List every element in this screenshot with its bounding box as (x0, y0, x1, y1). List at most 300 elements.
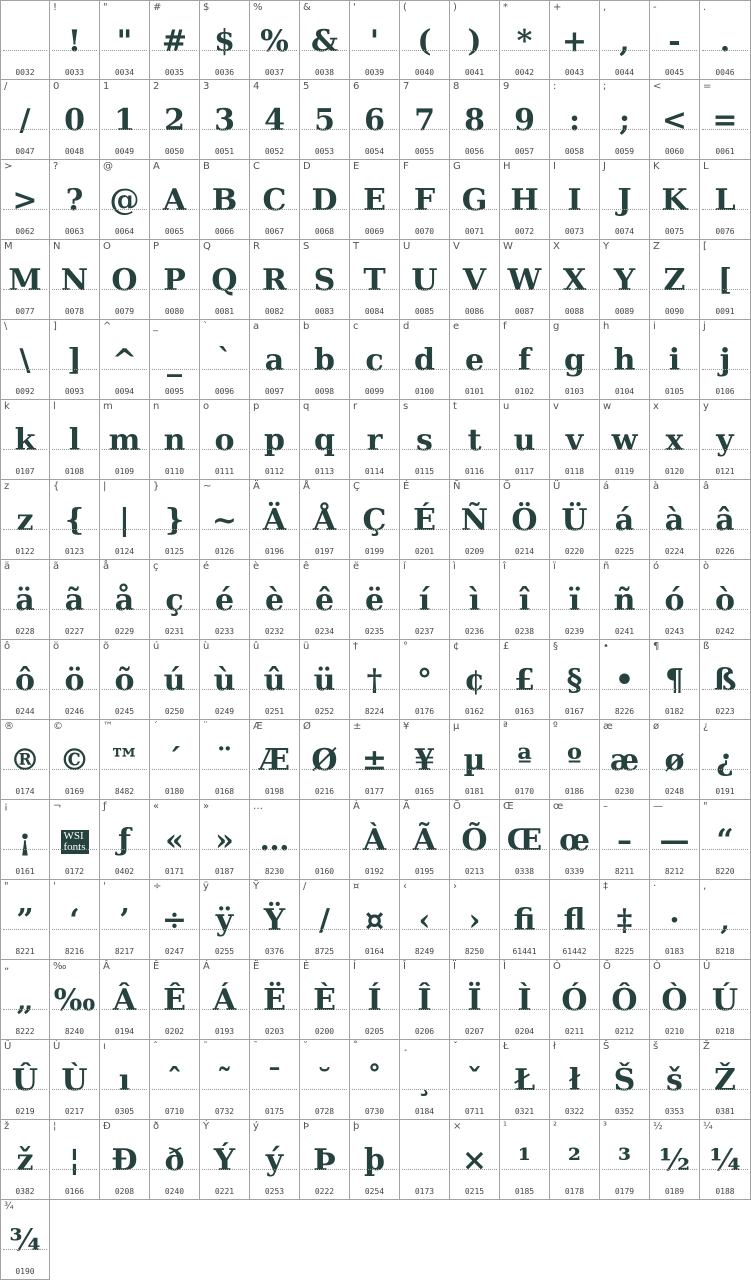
glyph-label: Æ (253, 721, 263, 732)
glyph-sample: w (611, 423, 638, 458)
glyph-label: Ê (153, 961, 160, 972)
glyph-cell (150, 1120, 200, 1200)
glyph-cell (400, 800, 450, 880)
baseline-guide (452, 529, 497, 530)
glyph-code: 0231 (164, 627, 185, 636)
glyph-cell (100, 880, 150, 960)
glyph-label: t (453, 401, 457, 412)
glyph-code: 0112 (264, 467, 285, 476)
glyph-cell (450, 1040, 500, 1120)
glyph-sample: â (715, 503, 735, 538)
glyph-label: . (703, 2, 707, 13)
glyph-cell (650, 160, 700, 240)
glyph-cell (550, 880, 600, 960)
baseline-guide (702, 1089, 748, 1090)
glyph-sample: Å (312, 503, 337, 538)
glyph-sample: : (568, 103, 581, 138)
baseline-guide (52, 529, 97, 530)
baseline-guide (702, 529, 748, 530)
baseline-guide (152, 369, 197, 370)
glyph-cell (200, 480, 250, 560)
baseline-guide (552, 929, 597, 930)
glyph-label: À (353, 801, 360, 812)
glyph-label: ´ (153, 721, 158, 732)
glyph-label: c (353, 321, 359, 332)
glyph-cell (150, 160, 200, 240)
glyph-label: Ò (653, 961, 661, 972)
glyph-label: - (653, 2, 657, 13)
baseline-guide (552, 289, 597, 290)
glyph-code: 0089 (614, 307, 635, 316)
glyph-code: 0187 (214, 867, 235, 876)
glyph-label: s (403, 401, 409, 412)
glyph-code: 0051 (214, 147, 235, 156)
glyph-code: 0037 (264, 68, 285, 77)
baseline-guide (602, 529, 647, 530)
glyph-sample: ' (369, 24, 380, 59)
glyph-sample: q (314, 423, 335, 458)
glyph-sample: ~ (211, 503, 238, 538)
glyph-code: 0073 (564, 227, 585, 236)
glyph-code: 0084 (364, 307, 385, 316)
baseline-guide (402, 449, 447, 450)
baseline-guide (702, 1169, 748, 1170)
glyph-cell (150, 720, 200, 800)
glyph-cell (150, 400, 200, 480)
glyph-label: ý (253, 1121, 259, 1132)
glyph-cell (450, 880, 500, 960)
glyph-cell (200, 1040, 250, 1120)
glyph-sample: * (516, 24, 533, 59)
glyph-label: Q (203, 241, 211, 252)
baseline-guide (402, 529, 447, 530)
glyph-cell (450, 320, 500, 400)
glyph-cell (200, 880, 250, 960)
glyph-label: Î (403, 961, 406, 972)
glyph-code: 0048 (64, 147, 85, 156)
glyph-label: ³ (603, 1121, 608, 1132)
glyph-cell (550, 0, 600, 80)
baseline-guide (3, 129, 47, 130)
glyph-code: 0062 (15, 227, 35, 236)
glyph-sample: ; (618, 103, 631, 138)
glyph-label: l (53, 401, 56, 412)
glyph-label: å (103, 561, 110, 572)
glyph-cell (50, 560, 100, 640)
glyph-code: 0728 (314, 1107, 335, 1116)
glyph-label: – (603, 801, 608, 812)
baseline-guide (552, 609, 597, 610)
glyph-cell (500, 320, 550, 400)
glyph-cell (350, 960, 400, 1040)
glyph-label: ê (303, 561, 310, 572)
glyph-sample: @ (109, 183, 140, 218)
glyph-sample: 4 (264, 103, 285, 138)
glyph-code: 0036 (214, 68, 235, 77)
baseline-guide (152, 529, 197, 530)
baseline-guide (652, 1009, 697, 1010)
glyph-code: 0038 (314, 68, 335, 77)
glyph-sample: , (619, 24, 630, 59)
glyph-code: 0252 (314, 707, 335, 716)
glyph-code: 0185 (514, 1187, 535, 1196)
glyph-sample: Ò (661, 983, 688, 1018)
baseline-guide (652, 1169, 697, 1170)
glyph-code: 0103 (564, 387, 585, 396)
baseline-guide (302, 689, 347, 690)
glyph-code: 0194 (114, 1027, 135, 1036)
glyph-sample (400, 1134, 449, 1180)
glyph-label: Å (303, 481, 310, 492)
glyph-sample: ˆ (167, 1063, 182, 1098)
glyph-sample: ∕ (319, 903, 330, 938)
glyph-cell (50, 1120, 100, 1200)
glyph-sample: } (164, 503, 185, 538)
baseline-guide (3, 769, 47, 770)
glyph-cell (200, 560, 250, 640)
glyph-code: 0083 (314, 307, 335, 316)
glyph-label: > (4, 161, 13, 172)
glyph-cell (700, 320, 751, 400)
glyph-label: y (703, 401, 709, 412)
glyph-cell (0, 1120, 50, 1200)
baseline-guide (52, 1089, 97, 1090)
glyph-code: 8225 (614, 947, 635, 956)
baseline-guide (302, 50, 347, 51)
glyph-sample: ° (417, 663, 432, 698)
baseline-guide (602, 1009, 647, 1010)
glyph-label: { (53, 481, 60, 492)
glyph-label: Ì (503, 961, 506, 972)
glyph-code: 0223 (715, 707, 735, 716)
glyph-code: 0126 (214, 547, 235, 556)
baseline-guide (452, 1169, 497, 1170)
glyph-sample: ł (568, 1063, 581, 1098)
glyph-label: ° (403, 641, 408, 652)
glyph-label: ó (653, 561, 660, 572)
glyph-cell (50, 480, 100, 560)
baseline-guide (452, 929, 497, 930)
glyph-label: 2 (153, 81, 160, 92)
baseline-guide (302, 129, 347, 130)
glyph-sample: v (565, 423, 584, 458)
glyph-cell (350, 720, 400, 800)
glyph-label: à (653, 481, 660, 492)
glyph-code: 0160 (314, 867, 335, 876)
glyph-cell (50, 640, 100, 720)
glyph-code: 0402 (114, 867, 135, 876)
baseline-guide (352, 769, 397, 770)
glyph-code: 0305 (114, 1107, 135, 1116)
glyph-code: 0376 (264, 947, 285, 956)
glyph-label: x (653, 401, 659, 412)
glyph-sample: ¶ (664, 663, 685, 698)
glyph-label: ç (153, 561, 159, 572)
baseline-guide (352, 129, 397, 130)
baseline-guide (152, 289, 197, 290)
glyph-code: 0125 (164, 547, 185, 556)
baseline-guide (3, 1169, 47, 1170)
glyph-cell (500, 880, 550, 960)
glyph-label: # (153, 2, 162, 13)
baseline-guide (652, 929, 697, 930)
baseline-guide (552, 689, 597, 690)
glyph-sample: ê (314, 583, 335, 618)
glyph-sample: … (259, 823, 290, 858)
glyph-sample: ¾ (9, 1223, 41, 1258)
glyph-cell (650, 880, 700, 960)
glyph-cell (100, 240, 150, 320)
glyph-code: 0161 (15, 867, 35, 876)
glyph-code: 0104 (614, 387, 635, 396)
glyph-sample: b (314, 343, 335, 378)
glyph-cell (600, 720, 650, 800)
glyph-label: Ã (403, 801, 410, 812)
glyph-label: J (603, 161, 606, 172)
glyph-label: A (153, 161, 160, 172)
glyph-label: á (603, 481, 610, 492)
glyph-code: 0251 (264, 707, 285, 716)
baseline-guide (402, 129, 447, 130)
glyph-code: 0238 (514, 627, 535, 636)
glyph-sample: À (362, 823, 387, 858)
glyph-label: ø (653, 721, 660, 732)
glyph-cell (400, 320, 450, 400)
glyph-sample: É (413, 503, 436, 538)
glyph-sample: ] (67, 343, 82, 378)
glyph-cell (250, 960, 300, 1040)
baseline-guide (702, 50, 748, 51)
glyph-cell (300, 160, 350, 240)
glyph-cell (100, 320, 150, 400)
glyph-code: 0232 (264, 627, 285, 636)
baseline-guide (102, 609, 147, 610)
glyph-sample: ÷ (161, 903, 188, 938)
glyph-label: i (653, 321, 656, 332)
glyph-cell (250, 480, 300, 560)
glyph-code: 0100 (414, 387, 435, 396)
glyph-cell (200, 0, 250, 80)
glyph-code: 0097 (264, 387, 285, 396)
glyph-code: 0202 (164, 1027, 185, 1036)
glyph-label: Ô (603, 961, 611, 972)
baseline-guide (252, 50, 297, 51)
glyph-cell (500, 160, 550, 240)
glyph-sample: — (659, 823, 690, 858)
glyph-code: 0381 (715, 1107, 735, 1116)
glyph-code: 0106 (715, 387, 735, 396)
baseline-guide (52, 929, 97, 930)
glyph-label: S (303, 241, 310, 252)
glyph-cell (500, 560, 550, 640)
glyph-code: 0224 (664, 547, 685, 556)
baseline-guide (702, 369, 748, 370)
glyph-sample: = (712, 103, 738, 138)
glyph-sample: œ (559, 823, 590, 858)
baseline-guide (3, 609, 47, 610)
glyph-label: ² (553, 1121, 558, 1132)
glyph-label: / (4, 81, 8, 92)
glyph-cell (600, 0, 650, 80)
glyph-label: ¤ (353, 881, 360, 892)
glyph-code: 0193 (214, 1027, 235, 1036)
baseline-guide (702, 769, 748, 770)
baseline-guide (352, 609, 397, 610)
glyph-sample: ß (713, 663, 737, 698)
baseline-guide (3, 369, 47, 370)
glyph-label: ¾ (4, 1201, 14, 1212)
glyph-cell (450, 800, 500, 880)
baseline-guide (152, 1089, 197, 1090)
glyph-label: T (353, 241, 360, 252)
glyph-sample: u (513, 423, 536, 458)
glyph-sample: C (262, 183, 287, 218)
glyph-cell (150, 1040, 200, 1120)
baseline-guide (502, 289, 547, 290)
glyph-sample: Ã (412, 823, 437, 858)
glyph-sample: B (211, 183, 238, 218)
glyph-code: 0192 (364, 867, 385, 876)
glyph-cell (100, 1120, 150, 1200)
baseline-guide (202, 1009, 247, 1010)
glyph-code: 0711 (464, 1107, 485, 1116)
glyph-cell (500, 0, 550, 80)
glyph-code: 0229 (114, 627, 135, 636)
glyph-code: 0239 (564, 627, 585, 636)
glyph-code: 0060 (664, 147, 685, 156)
glyph-cell (550, 320, 600, 400)
glyph-cell (50, 960, 100, 1040)
glyph-label: — (653, 801, 663, 812)
glyph-cell (600, 880, 650, 960)
glyph-code: 0170 (514, 787, 535, 796)
glyph-sample: ð (164, 1143, 185, 1178)
baseline-guide (102, 1009, 147, 1010)
glyph-code: 0730 (364, 1107, 385, 1116)
glyph-sample: 8 (464, 103, 485, 138)
glyph-label: ¬ (53, 801, 62, 812)
glyph-code: 0221 (214, 1187, 235, 1196)
glyph-code: 0114 (364, 467, 385, 476)
baseline-guide (3, 929, 47, 930)
glyph-sample: ï (568, 583, 581, 618)
baseline-guide (152, 769, 197, 770)
glyph-sample: % (260, 24, 289, 59)
glyph-cell (500, 400, 550, 480)
baseline-guide (652, 50, 697, 51)
glyph-label: Í (353, 961, 356, 972)
glyph-cell (500, 80, 550, 160)
glyph-label: u (503, 401, 510, 412)
baseline-guide (452, 1089, 497, 1090)
baseline-guide (302, 209, 347, 210)
glyph-code: 8226 (614, 707, 635, 716)
glyph-code: 0216 (314, 787, 335, 796)
glyph-sample: ù (213, 663, 236, 698)
glyph-cell (700, 480, 751, 560)
glyph-label: * (503, 2, 508, 13)
glyph-cell (600, 1120, 650, 1200)
glyph-sample: Ł (513, 1063, 536, 1098)
glyph-sample: ú (163, 663, 186, 698)
glyph-code: 0208 (114, 1187, 135, 1196)
glyph-label: ™ (103, 721, 113, 732)
glyph-label: ù (203, 641, 210, 652)
glyph-cell (250, 560, 300, 640)
glyph-label: Ñ (453, 481, 461, 492)
baseline-guide (302, 449, 347, 450)
baseline-guide (652, 529, 697, 530)
glyph-cell (300, 800, 350, 880)
glyph-code: 0710 (164, 1107, 185, 1116)
glyph-cell (400, 640, 450, 720)
glyph-cell (650, 0, 700, 80)
glyph-sample: H (510, 183, 539, 218)
baseline-guide (52, 289, 97, 290)
glyph-sample: ª (517, 743, 532, 778)
glyph-cell (450, 960, 500, 1040)
glyph-cell (100, 560, 150, 640)
glyph-sample: í (418, 583, 431, 618)
baseline-guide (102, 369, 147, 370)
glyph-sample: Š (613, 1063, 636, 1098)
glyph-cell (50, 160, 100, 240)
glyph-cell (550, 400, 600, 480)
baseline-guide (302, 289, 347, 290)
glyph-code: 0087 (514, 307, 535, 316)
glyph-code: 0181 (464, 787, 485, 796)
glyph-sample: ^ (111, 343, 138, 378)
glyph-sample: õ (114, 663, 135, 698)
glyph-sample: D (311, 183, 338, 218)
glyph-sample: ô (14, 663, 35, 698)
glyph-code: 0184 (414, 1107, 435, 1116)
baseline-guide (3, 289, 47, 290)
glyph-code: 0052 (264, 147, 285, 156)
glyph-label: & (303, 2, 311, 13)
baseline-guide (452, 689, 497, 690)
baseline-guide (3, 449, 47, 450)
glyph-label: ^ (103, 321, 112, 332)
glyph-cell (450, 0, 500, 80)
glyph-code: 0168 (214, 787, 235, 796)
baseline-guide (202, 849, 247, 850)
glyph-label: Š (603, 1041, 610, 1052)
glyph-label: Ü (553, 481, 561, 492)
baseline-guide (552, 129, 597, 130)
glyph-code: 0233 (214, 627, 235, 636)
baseline-guide (452, 1009, 497, 1010)
baseline-guide (452, 129, 497, 130)
glyph-sample: ç (165, 583, 184, 618)
glyph-sample: Œ (506, 823, 543, 858)
glyph-label: ¦ (53, 1121, 57, 1132)
baseline-guide (52, 609, 97, 610)
glyph-code: 0215 (464, 1187, 485, 1196)
glyph-label: ‡ (603, 881, 608, 892)
glyph-label: + (553, 2, 562, 13)
glyph-label: ÷ (153, 881, 162, 892)
glyph-label: 7 (403, 81, 410, 92)
glyph-cell (0, 640, 50, 720)
glyph-sample: / (19, 103, 31, 138)
glyph-sample: † (366, 663, 383, 698)
glyph-code: 0047 (15, 147, 35, 156)
glyph-code: 0121 (715, 467, 735, 476)
glyph-code: 0124 (114, 547, 135, 556)
glyph-cell (300, 1040, 350, 1120)
glyph-label: š (653, 1041, 659, 1052)
